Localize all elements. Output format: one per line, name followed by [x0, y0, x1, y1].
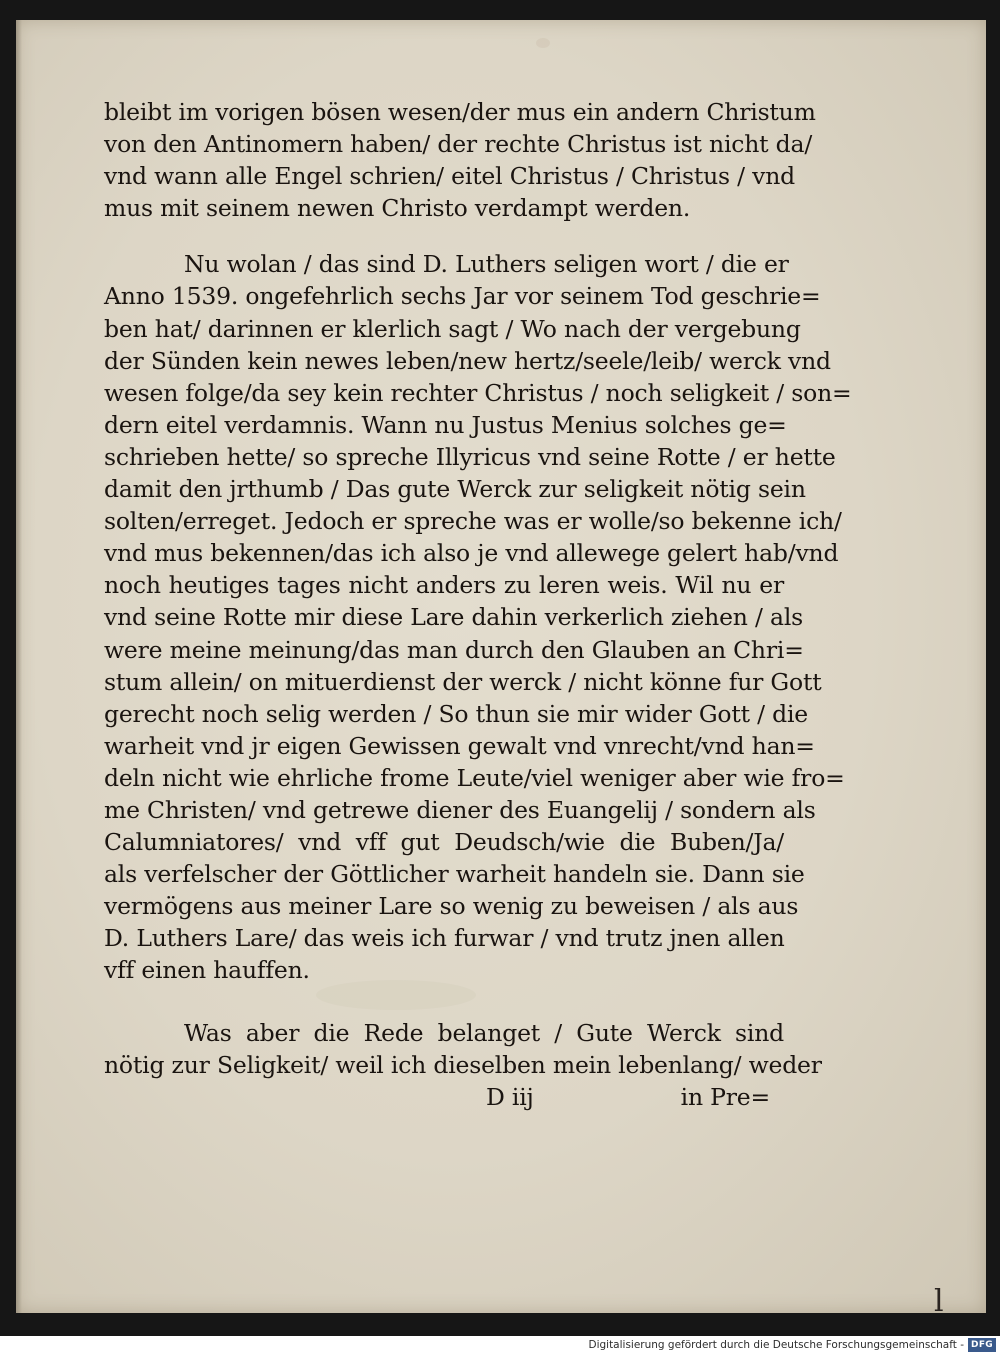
text-line: als verfelscher der Göttlicher warheit handeln sie. Dann sie [104, 860, 805, 889]
text-line: von den Antinomern haben/ der rechte Christus ist nicht da/ [104, 130, 813, 159]
text-line: wesen folge/da sey kein rechter Christus / noch seligkeit / son= [104, 378, 852, 407]
text-line: vnd seine Rotte mir diese Lare dahin verkerlich ziehen / als [104, 603, 803, 632]
text-line: vnd wann alle Engel schrien/ eitel Christus / Christus / vnd [104, 162, 796, 191]
text-line: Was aber die Rede belanget / Gute Werck sind [184, 1018, 784, 1047]
text-line: D. Luthers Lare/ das weis ich furwar / vnd trutz jnen allen [104, 924, 785, 953]
catchword: in Pre= [680, 1082, 770, 1111]
text-line: nötig zur Seligkeit/ weil ich dieselben mein lebenlang/ weder [104, 1050, 822, 1079]
text-line: vff einen hauffen. [104, 956, 310, 985]
text-line: solten/erreget. Jedoch er spreche was er wolle/so bekenne ich/ [104, 507, 842, 536]
text-line: damit den jrthumb / Das gute Werck zur seligkeit nötig sein [104, 475, 806, 504]
margin-pencil-mark: l [934, 1284, 944, 1319]
text-line: ben hat/ darinnen er klerlich sagt / Wo nach der vergebung [104, 314, 801, 343]
paper-stain [536, 38, 550, 48]
text-line: dern eitel verdamnis. Wann nu Justus Menius solches ge= [104, 410, 787, 439]
text-line: deln nicht wie ehrliche frome Leute/viel weniger aber wie fro= [104, 763, 845, 792]
page-edge-shadow [16, 20, 22, 1313]
text-line: mus mit seinem newen Christo verdampt werden. [104, 194, 691, 223]
text-line: warheit vnd jr eigen Gewissen gewalt vnd vnrecht/vnd han= [104, 731, 815, 760]
text-line: der Sünden kein newes leben/new hertz/seele/leib/ werck vnd [104, 346, 831, 375]
credit-bar [0, 1336, 1000, 1356]
page-footer [104, 1081, 784, 1113]
text-line: vnd mus bekennen/das ich also je vnd allewege gelert hab/vnd [104, 539, 839, 568]
signature-mark: D iij [486, 1082, 534, 1111]
text-line: bleibt im vorigen bösen wesen/der mus ein andern Christum [104, 98, 816, 126]
text-line: Nu wolan / das sind D. Luthers seligen wort / die er [184, 250, 789, 279]
credit-text: Digitalisierung gefördert durch die Deutsche Forschungsgemeinschaft - [588, 1339, 964, 1351]
text-line: Calumniatores/ vnd vff gut Deudsch/wie die Buben/Ja/ [104, 828, 784, 857]
main-text [104, 96, 852, 1113]
text-line: vermögens aus meiner Lare so wenig zu beweisen / als aus [104, 892, 799, 921]
dfg-logo: DFG [968, 1338, 996, 1352]
text-line: noch heutiges tages nicht anders zu leren weis. Wil nu er [104, 571, 784, 600]
text-line: me Christen/ vnd getrewe diener des Euangelij / sondern als [104, 795, 816, 824]
text-line: Anno 1539. ongefehrlich sechs Jar vor seinem Tod geschrie= [104, 282, 821, 311]
text-line: schrieben hette/ so spreche Illyricus vnd seine Rotte / er hette [104, 442, 836, 471]
printed-page [16, 20, 986, 1319]
text-line: stum allein/ on mituerdienst der werck / nicht könne fur Gott [104, 667, 822, 696]
text-line: gerecht noch selig werden / So thun sie mir wider Gott / die [104, 699, 808, 728]
text-line: were meine meinung/das man durch den Glauben an Chri= [104, 635, 804, 664]
